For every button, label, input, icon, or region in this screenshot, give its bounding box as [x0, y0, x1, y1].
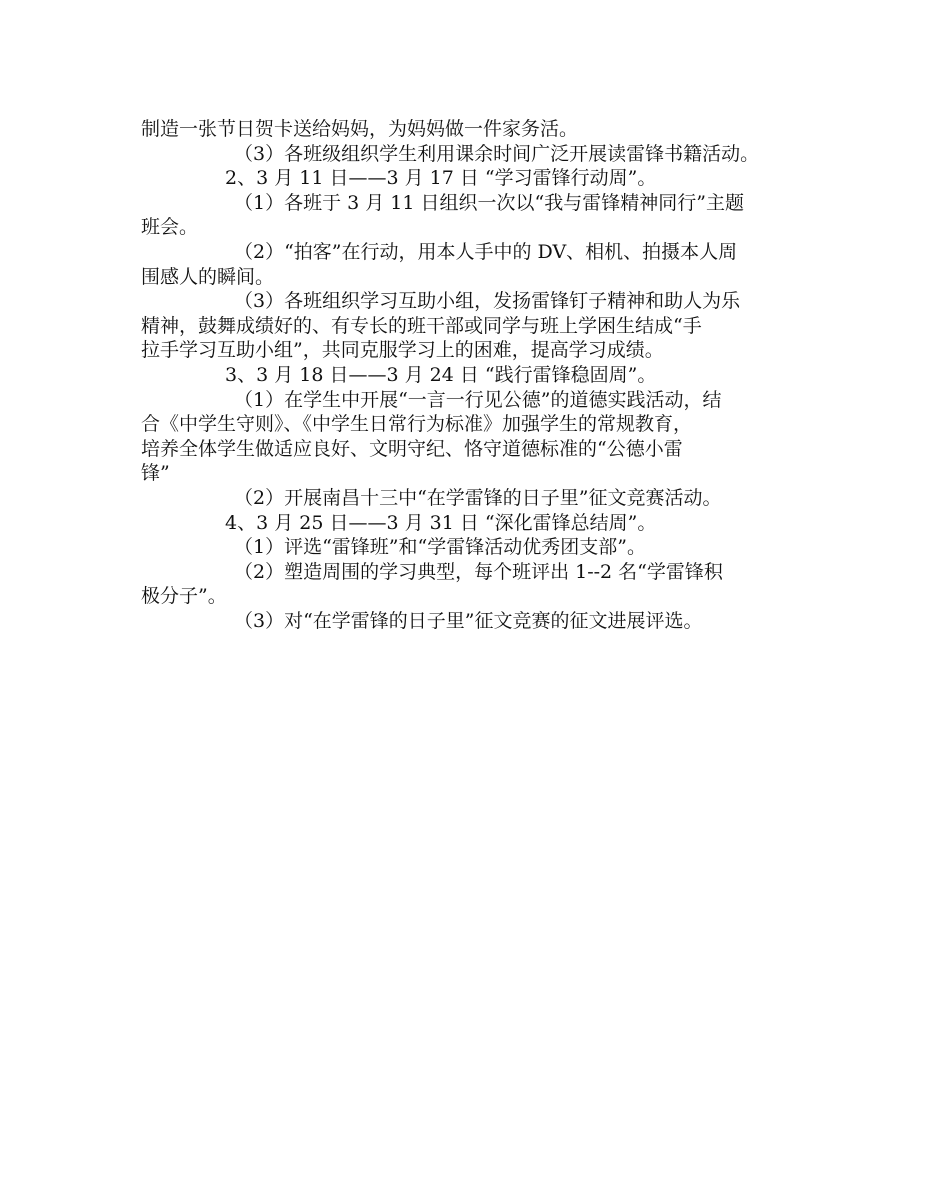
section-heading: 2、3 月 11 日——3 月 17 日 “学习雷锋行动周”。: [225, 167, 657, 190]
list-item-line: （2）塑造周围的学习典型，每个班评出 1--2 名“学雷锋积: [234, 560, 723, 583]
list-item-line: （2）“拍客”在行动，用本人手中的 DV、相机、拍摄本人周: [234, 240, 738, 263]
list-item-line: （1）在学生中开展“一言一行见公德”的道德实践活动，结: [234, 388, 722, 411]
paragraph-line: 锋”: [141, 462, 170, 485]
paragraph-line: 制造一张节日贺卡送给妈妈，为妈妈做一件家务活。: [141, 118, 579, 140]
list-item-line: （1）各班于 3 月 11 日组织一次以“我与雷锋精神同行”主题: [234, 191, 744, 214]
document-body: [141, 117, 811, 633]
list-item-line: （2）开展南昌十三中“在学雷锋的日子里”征文竞赛活动。: [234, 486, 722, 509]
list-item-line: （3）对“在学雷锋的日子里”征文竞赛的征文进展评选。: [234, 609, 703, 632]
section-heading: 3、3 月 18 日——3 月 24 日 “践行雷锋稳固周”。: [225, 363, 657, 386]
list-item-line: （1）评选“雷锋班”和“学雷锋活动优秀团支部”。: [234, 536, 646, 559]
paragraph-line: 班会。: [141, 216, 199, 239]
paragraph-line: 拉手学习互助小组”，共同克服学习上的困难，提高学习成绩。: [141, 339, 664, 362]
paragraph-line: 合《中学生守则》、《中学生日常行为标准》加强学生的常规教育，: [141, 413, 693, 436]
paragraph-line: 培养全体学生做适应良好、文明守纪、恪守道德标准的“公德小雷: [141, 437, 683, 460]
list-item-line: （3）各班组织学习互助小组，发扬雷锋钉子精神和助人为乐: [234, 290, 741, 313]
list-item-line: （3）各班级组织学生利用课余时间广泛开展读雷锋书籍活动。: [234, 142, 760, 165]
paragraph-line: 极分子”。: [141, 585, 227, 608]
paragraph-line: 精神，鼓舞成绩好的、有专长的班干部或同学与班上学困生结成“手: [141, 314, 702, 337]
section-heading: 4、3 月 25 日——3 月 31 日 “深化雷锋总结周”。: [225, 511, 657, 534]
paragraph-line: 围感人的瞬间。: [141, 265, 275, 288]
